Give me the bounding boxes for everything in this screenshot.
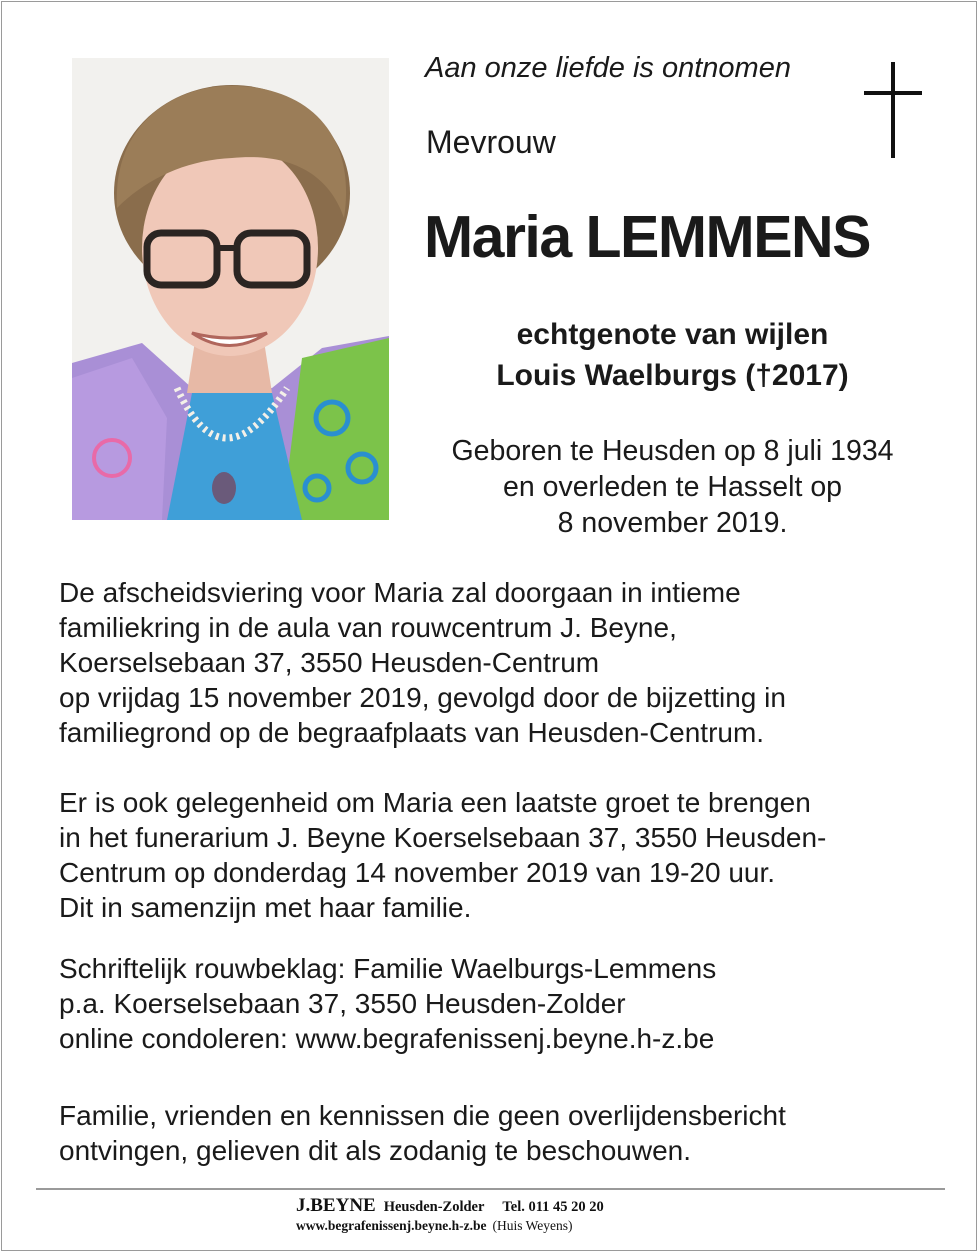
closing-line: Familie, vrienden en kennissen die geen overlijdensbericht bbox=[59, 1100, 786, 1131]
ceremony-line: familiegrond op de begraafplaats van Heusden-Centrum. bbox=[59, 717, 765, 748]
honorific: Mevrouw bbox=[426, 124, 556, 160]
closing-line: ontvingen, gelieven dit als zodanig te beschouwen. bbox=[59, 1135, 691, 1166]
cross-icon bbox=[864, 62, 922, 158]
dates-line-3: 8 november 2019. bbox=[557, 507, 788, 539]
funeral-home-footer bbox=[296, 1196, 604, 1234]
closing-paragraph bbox=[59, 1098, 786, 1168]
condolences-line: Schriftelijk rouwbeklag: Familie Waelburgs-Lemmens bbox=[59, 953, 717, 984]
ceremony-line: Koerselsebaan 37, 3550 Heusden-Centrum bbox=[59, 647, 600, 678]
ceremony-paragraph bbox=[59, 575, 786, 750]
visitation-line: in het funerarium J. Beyne Koerselsebaan 37, 3550 Heusden- bbox=[59, 822, 827, 853]
ceremony-line: op vrijdag 15 november 2019, gevolgd door de bijzetting in bbox=[59, 682, 786, 713]
life-dates bbox=[420, 433, 925, 541]
condolences-paragraph bbox=[59, 951, 716, 1056]
funeral-home-place: Heusden-Zolder bbox=[383, 1199, 485, 1215]
spouse-line-1: echtgenote van wijlen bbox=[516, 318, 829, 351]
visitation-line: Centrum op donderdag 14 november 2019 van 19-20 uur. bbox=[59, 857, 776, 888]
portrait-photo bbox=[72, 58, 389, 520]
ceremony-line: familiekring in de aula van rouwcentrum J. Beyne, bbox=[59, 612, 677, 643]
spouse-info bbox=[420, 314, 925, 396]
condolences-line: online condoleren: www.begrafenissenj.beyne.h-z.be bbox=[59, 1023, 715, 1054]
funeral-home-brand: J.BEYNE bbox=[296, 1195, 376, 1216]
visitation-line: Er is ook gelegenheid om Maria een laatste groet te brengen bbox=[59, 787, 811, 818]
dates-line-1: Geboren te Heusden op 8 juli 1934 bbox=[451, 435, 894, 467]
footer-divider bbox=[36, 1188, 945, 1190]
condolences-line: p.a. Koerselsebaan 37, 3550 Heusden-Zolder bbox=[59, 988, 626, 1019]
funeral-home-house: (Huis Weyens) bbox=[492, 1218, 573, 1233]
visitation-paragraph bbox=[59, 785, 826, 925]
funeral-home-website: www.begrafenissenj.beyne.h-z.be bbox=[296, 1218, 487, 1233]
intro-line: Aan onze liefde is ontnomen bbox=[425, 52, 791, 84]
visitation-line: Dit in samenzijn met haar familie. bbox=[59, 892, 472, 923]
spouse-line-2: Louis Waelburgs (†2017) bbox=[496, 359, 849, 392]
deceased-name: Maria LEMMENS bbox=[424, 204, 871, 270]
ceremony-line: De afscheidsviering voor Maria zal doorgaan in intieme bbox=[59, 577, 741, 608]
funeral-home-phone: Tel. 011 45 20 20 bbox=[502, 1199, 604, 1215]
dates-line-2: en overleden te Hasselt op bbox=[502, 471, 843, 503]
